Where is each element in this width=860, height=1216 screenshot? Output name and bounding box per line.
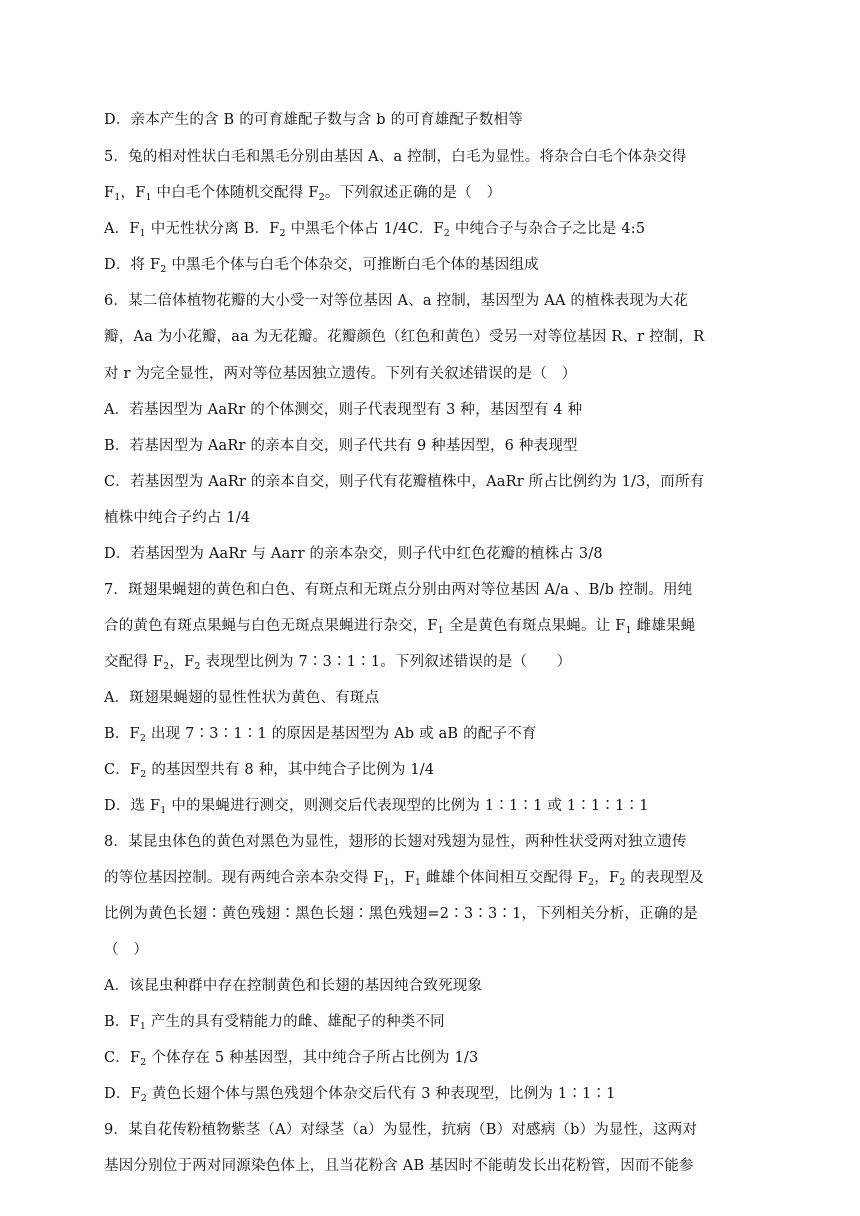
text-line	[104, 147, 744, 167]
text-line	[104, 1156, 744, 1176]
text-run: D．选 F	[104, 798, 161, 814]
subscript: 1	[145, 192, 152, 203]
text-run: C．F	[104, 1050, 141, 1066]
text-line	[104, 688, 744, 708]
text-line	[104, 1120, 744, 1140]
text-run: 中白毛个体随机交配得 F	[151, 185, 319, 201]
subscript: 2	[443, 228, 451, 239]
text-run: B．若基因型为 AaRr 的亲本自交，则子代共有 9 种基因型，6 种表现型	[104, 438, 578, 454]
subscript: 2	[588, 877, 595, 888]
text-run: 出现 7∶3∶1∶1 的原因是基因型为 Ab 或 aB 的配子不育	[146, 726, 537, 742]
text-run: 中纯合子与杂合子之比是 4:5	[450, 221, 646, 237]
text-line	[104, 904, 744, 924]
text-run: ，F	[169, 654, 195, 670]
text-run: 植株中纯合子约占 1/4	[104, 510, 251, 526]
text-line	[104, 327, 744, 347]
text-line	[104, 364, 744, 384]
text-run: A．该昆虫种群中存在控制黄色和长翅的基因纯合致死现象	[104, 978, 483, 994]
text-run: A．若基因型为 AaRr 的个体测交，则子代表现型有 3 种，基因型有 4 种	[104, 402, 583, 418]
text-run: 产生的具有受精能力的雌、雄配子的种类不同	[146, 1014, 445, 1030]
text-line	[104, 724, 744, 744]
text-line	[104, 832, 744, 852]
subscript: 2	[163, 661, 170, 672]
text-run: 7．斑翅果蝇翅的黄色和白色、有斑点和无斑点分别由两对等位基因 A/a 、B/b 控制。用纯	[104, 582, 693, 598]
subscript: 2	[140, 1057, 147, 1068]
subscript: 2	[619, 877, 626, 888]
subscript: 2	[194, 661, 201, 672]
subscript: 1	[139, 1021, 147, 1032]
subscript: 2	[140, 1093, 148, 1104]
text-line	[104, 110, 744, 130]
subscript: 1	[114, 192, 121, 203]
subscript: 1	[625, 625, 632, 636]
subscript: 1	[160, 805, 167, 816]
subscript: 2	[279, 228, 286, 239]
text-line	[104, 291, 744, 311]
text-run: 对 r 为完全显性，两对等位基因独立遗传。下列有关叙述错误的是（ ）	[104, 366, 577, 382]
subscript: 2	[160, 264, 167, 275]
subscript: 2	[140, 769, 147, 780]
text-line	[104, 796, 744, 816]
text-run: D．若基因型为 AaRr 与 Aarr 的亲本杂交，则子代中红色花瓣的植株占 3/8	[104, 546, 603, 562]
subscript: 1	[437, 625, 444, 636]
text-run: ，F	[389, 870, 415, 886]
text-run: B．F	[104, 1014, 140, 1030]
text-run: 中的果蝇进行测交，则测交后代表现型的比例为 1∶1∶1 或 1∶1∶1∶1	[166, 798, 649, 814]
subscript: 1	[139, 228, 146, 239]
text-run: 中黑毛个体占 1/4C．F	[285, 221, 444, 237]
text-run: 交配得 F	[104, 654, 164, 670]
text-run: C．若基因型为 AaRr 的亲本自交，则子代有花瓣植株中，AaRr 所占比例约为 1/3，而所有	[104, 474, 705, 490]
text-line	[104, 940, 744, 960]
text-line	[104, 436, 744, 456]
text-line	[104, 868, 744, 888]
subscript: 2	[139, 733, 147, 744]
text-run: （ ）	[104, 942, 149, 958]
text-run: F	[104, 185, 115, 201]
text-run: D．亲本产生的含 B 的可育雄配子数与含 b 的可育雄配子数相等	[104, 112, 523, 128]
text-line	[104, 508, 744, 528]
text-run: D．F	[104, 1086, 141, 1102]
text-run: 个体存在 5 种基因型，其中纯合子所占比例为 1/3	[146, 1050, 479, 1066]
text-line	[104, 255, 744, 275]
text-run: 雌雄果蝇	[631, 618, 696, 634]
text-line	[104, 1084, 744, 1104]
text-run: D．将 F	[104, 257, 161, 273]
subscript: 1	[383, 877, 390, 888]
text-run: A．F	[104, 221, 140, 237]
subscript: 1	[414, 877, 422, 888]
text-run: 中无性状分离 B．F	[145, 221, 280, 237]
text-run: ，F	[594, 870, 620, 886]
text-run: 瓣，Aa 为小花瓣，aa 为无花瓣。花瓣颜色（红色和黄色）受另一对等位基因 R、r 控制，R	[104, 329, 705, 345]
text-line	[104, 472, 744, 492]
text-run: B．F	[104, 726, 140, 742]
text-run: 合的黄色有斑点果蝇与白色无斑点果蝇进行杂交，F	[104, 618, 438, 634]
text-line	[104, 976, 744, 996]
text-line	[104, 1048, 744, 1068]
text-run: A．斑翅果蝇翅的显性性状为黄色、有斑点	[104, 690, 380, 706]
text-run: 5．兔的相对性状白毛和黑毛分别由基因 A、a 控制，白毛为显性。将杂合白毛个体杂交得	[104, 149, 687, 165]
text-run: ，F	[120, 185, 146, 201]
text-line	[104, 400, 744, 420]
text-run: 雌雄个体间相互交配得 F	[421, 870, 589, 886]
text-line	[104, 1012, 744, 1032]
text-line	[104, 580, 744, 600]
text-line	[104, 760, 744, 780]
text-run: 中黑毛个体与白毛个体杂交，可推断白毛个体的基因组成	[166, 257, 539, 273]
text-run: 基因分别位于两对同源染色体上，且当花粉含 AB 基因时不能萌发长出花粉管，因而不能参	[104, 1158, 694, 1174]
text-run: 表现型比例为 7∶3∶1∶1。下列叙述错误的是（ ）	[200, 654, 572, 670]
text-run: 。下列叙述正确的是（ ）	[324, 185, 502, 201]
text-line	[104, 183, 744, 203]
text-run: 的等位基因控制。现有两纯合亲本杂交得 F	[104, 870, 384, 886]
text-run: 的表现型及	[625, 870, 704, 886]
text-run: 9．某自花传粉植物紫茎（A）对绿茎（a）为显性，抗病（B）对感病（b）为显性，这两对	[104, 1122, 698, 1138]
text-run: 的基因型共有 8 种，其中纯合子比例为 1/4	[146, 762, 435, 778]
text-line	[104, 219, 744, 239]
text-run: 比例为黄色长翅∶黄色残翅∶黑色长翅∶黑色残翅=2∶3∶3∶1，下列相关分析，正确的是	[104, 906, 698, 922]
text-run: C．F	[104, 762, 141, 778]
text-line	[104, 616, 744, 636]
text-run: 6．某二倍体植物花瓣的大小受一对等位基因 A、a 控制，基因型为 AA 的植株表现为大花	[104, 293, 689, 309]
text-line	[104, 652, 744, 672]
text-run: 黄色长翅个体与黑色残翅个体杂交后代有 3 种表现型，比例为 1∶1∶1	[147, 1086, 616, 1102]
text-run: 8．某昆虫体色的黄色对黑色为显性，翅形的长翅对残翅为显性，两种性状受两对独立遗传	[104, 834, 687, 850]
text-line	[104, 544, 744, 564]
text-run: 全是黄色有斑点果蝇。让 F	[443, 618, 626, 634]
subscript: 2	[318, 192, 325, 203]
